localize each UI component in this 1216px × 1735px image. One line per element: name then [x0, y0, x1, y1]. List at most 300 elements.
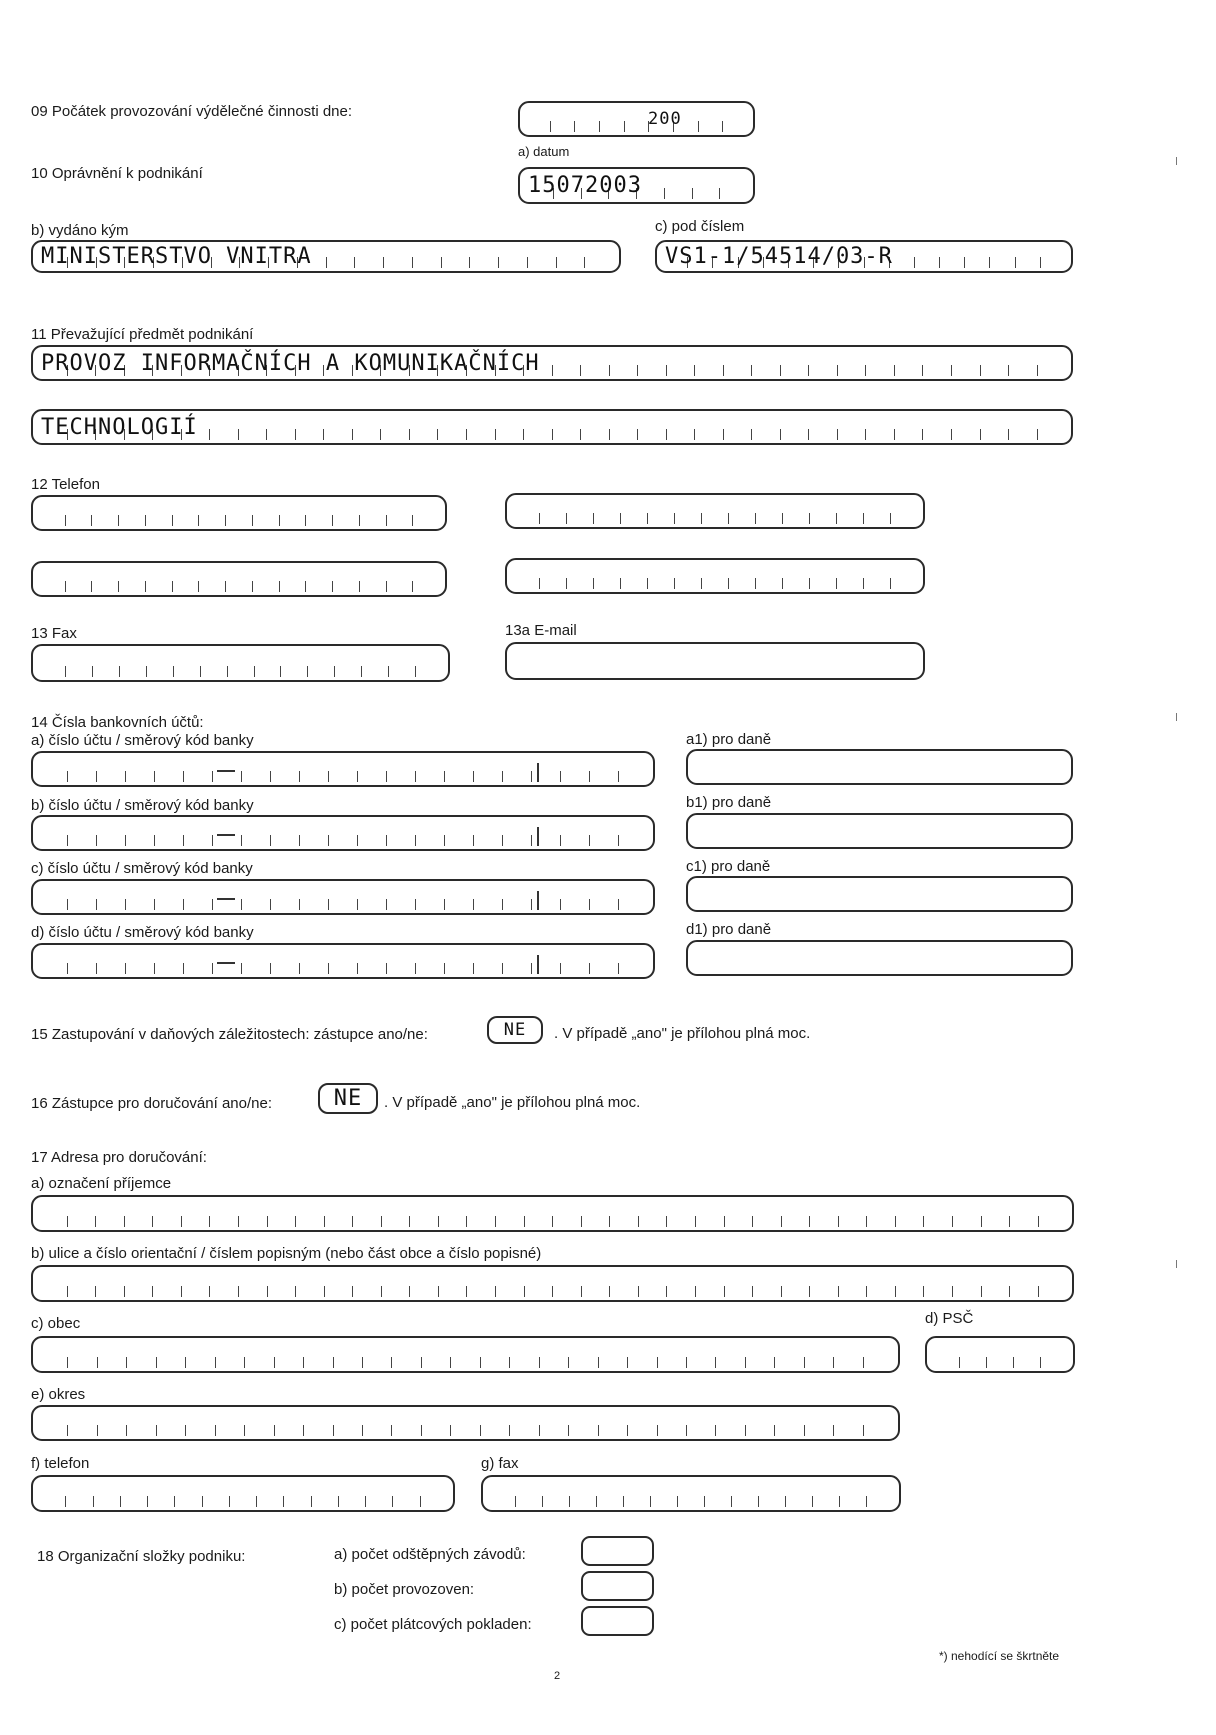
character-cell — [252, 581, 279, 592]
character-cell — [124, 1216, 153, 1227]
character-cell — [154, 835, 183, 846]
character-cell — [198, 581, 225, 592]
delivery-representative-value: NE — [333, 1086, 363, 1111]
delivery-fax-label: g) fax — [481, 1455, 519, 1472]
character-cell — [513, 578, 539, 589]
character-cell — [981, 1286, 1010, 1297]
character-cell — [780, 429, 809, 440]
branches-count-field[interactable] — [581, 1536, 654, 1566]
character-cell — [812, 1496, 839, 1507]
character-cell — [126, 1357, 155, 1368]
character-cell — [560, 899, 589, 910]
character-cell — [569, 1496, 596, 1507]
character-cell — [209, 1286, 238, 1297]
tax-representative-field[interactable] — [487, 1016, 543, 1044]
character-cell — [328, 771, 357, 782]
character-cell — [466, 1216, 495, 1227]
character-cell — [256, 1496, 283, 1507]
character-cell — [154, 963, 183, 974]
character-cell — [609, 429, 638, 440]
character-cell — [212, 771, 241, 782]
account-d-field[interactable] — [31, 943, 655, 979]
character-cell — [39, 1286, 67, 1297]
character-cell — [254, 666, 281, 677]
character-cell — [283, 1496, 310, 1507]
character-cell — [39, 1216, 67, 1227]
character-cell — [531, 835, 560, 846]
postal-code-field[interactable] — [925, 1336, 1075, 1373]
character-cell — [986, 1357, 1013, 1368]
character-cell — [866, 1216, 895, 1227]
character-cell — [674, 513, 701, 524]
character-cell — [270, 899, 299, 910]
character-cell — [212, 899, 241, 910]
character-cell — [450, 1357, 479, 1368]
character-cell — [751, 429, 780, 440]
character-cell — [91, 515, 118, 526]
character-cell — [202, 1496, 229, 1507]
character-cell — [415, 963, 444, 974]
character-cell — [172, 581, 199, 592]
section-10-label: 10 Oprávnění k podnikání — [31, 165, 203, 182]
character-cell — [119, 666, 146, 677]
reference-number-label: c) pod číslem — [655, 218, 745, 235]
character-cell — [890, 513, 917, 524]
character-cell — [1038, 1286, 1067, 1297]
character-cell — [415, 835, 444, 846]
account-c-field[interactable] — [31, 879, 655, 915]
postal-code-label: d) PSČ — [925, 1310, 974, 1327]
character-cell — [145, 581, 172, 592]
character-cell — [686, 1357, 715, 1368]
character-cell — [895, 1216, 924, 1227]
character-cell — [560, 835, 589, 846]
character-cell — [524, 1216, 553, 1227]
character-cell — [67, 835, 96, 846]
character-cell — [295, 1286, 324, 1297]
tax-account-d1-label: d1) pro daně — [686, 921, 772, 938]
tax-representative-value: NE — [503, 1020, 527, 1040]
character-cell — [473, 835, 502, 846]
character-cell — [758, 1496, 785, 1507]
character-cell — [421, 1425, 450, 1436]
character-cell — [524, 1286, 553, 1297]
character-cell — [638, 1286, 667, 1297]
character-cell — [328, 835, 357, 846]
character-cell — [39, 1425, 67, 1436]
character-cell — [833, 1357, 862, 1368]
character-cell — [836, 513, 863, 524]
character-cell — [386, 835, 415, 846]
character-cell — [92, 666, 119, 677]
character-cell — [566, 513, 593, 524]
character-cell — [173, 666, 200, 677]
character-cell — [623, 1496, 650, 1507]
character-cell — [95, 1286, 124, 1297]
establishments-label: b) počet provozoven: — [334, 1581, 475, 1598]
account-separator-dash — [217, 770, 235, 772]
character-cell — [566, 578, 593, 589]
character-cell — [863, 1425, 892, 1436]
page-number: 2 — [554, 1670, 561, 1682]
account-b-field[interactable] — [31, 815, 655, 851]
character-cell — [97, 1425, 126, 1436]
character-cell — [362, 1425, 391, 1436]
character-cell — [39, 666, 65, 677]
account-a-field[interactable] — [31, 751, 655, 787]
character-cell — [96, 835, 125, 846]
district-label: e) okres — [31, 1386, 86, 1403]
character-cell — [450, 1425, 479, 1436]
character-cell-ticks — [513, 578, 917, 589]
character-cell — [755, 513, 782, 524]
character-cell — [172, 515, 199, 526]
character-cell — [502, 899, 531, 910]
character-cell — [782, 578, 809, 589]
character-cell — [421, 1357, 450, 1368]
character-cell — [657, 1425, 686, 1436]
character-cell — [923, 1216, 952, 1227]
character-cell — [93, 1496, 120, 1507]
character-cell-ticks — [489, 1496, 893, 1507]
character-cell — [185, 1425, 214, 1436]
start-date-year-value: 200 — [648, 109, 682, 129]
business-subject-line-1-value: PROVOZ INFORMAČNÍCH A KOMUNIKAČNÍCH — [41, 350, 540, 376]
character-cell — [895, 1286, 924, 1297]
character-cell — [560, 963, 589, 974]
character-cell — [473, 899, 502, 910]
character-cell — [723, 429, 752, 440]
recipient-field[interactable] — [31, 1195, 1074, 1232]
character-cell — [181, 1216, 210, 1227]
character-cell — [724, 1216, 753, 1227]
account-d-label: d) číslo účtu / směrový kód banky — [31, 924, 254, 941]
character-cell — [362, 1357, 391, 1368]
section-16-label: 16 Zástupce pro doručování ano/ne: — [31, 1095, 272, 1112]
fax-label: 13 Fax — [31, 625, 77, 642]
section-16-note: . V případě „ano" je přílohou plná moc. — [384, 1094, 641, 1111]
character-cell — [620, 513, 647, 524]
character-cell — [804, 1425, 833, 1436]
character-cell — [782, 513, 809, 524]
character-cell — [752, 1286, 781, 1297]
character-cell — [539, 1425, 568, 1436]
account-a-label: a) číslo účtu / směrový kód banky — [31, 732, 254, 749]
character-cell — [866, 1286, 895, 1297]
character-cell — [731, 1496, 758, 1507]
character-cell — [154, 771, 183, 782]
tax-account-a1-field[interactable] — [686, 749, 1073, 785]
character-cell — [67, 899, 96, 910]
account-separator-dash — [217, 962, 235, 964]
character-cell — [526, 121, 550, 132]
character-cell — [270, 963, 299, 974]
character-cell — [531, 963, 560, 974]
character-cell — [513, 513, 539, 524]
section-09-label: 09 Počátek provozování výdělečné činnosti dne: — [31, 103, 353, 120]
character-cell — [183, 835, 212, 846]
character-cell — [386, 581, 413, 592]
character-cell — [67, 1286, 96, 1297]
character-cell — [305, 581, 332, 592]
character-cell — [225, 515, 252, 526]
character-cell — [839, 1496, 866, 1507]
email-label: 13a E-mail — [505, 622, 577, 639]
character-cell — [951, 429, 980, 440]
character-cell-ticks — [39, 963, 647, 974]
reference-number-field[interactable] — [655, 240, 1073, 273]
character-cell — [542, 1496, 569, 1507]
character-cell — [627, 1357, 656, 1368]
character-cell — [568, 1357, 597, 1368]
character-cell — [67, 963, 96, 974]
tax-account-b1-field[interactable] — [686, 813, 1073, 849]
character-cell — [39, 581, 65, 592]
character-cell — [126, 1425, 155, 1436]
character-cell — [241, 899, 270, 910]
character-cell — [241, 771, 270, 782]
reference-number-value: VS1-1/54514/03-R — [665, 244, 893, 269]
character-cell — [270, 771, 299, 782]
character-cell — [509, 1357, 538, 1368]
character-cell — [574, 121, 599, 132]
bank-code-divider — [537, 763, 539, 782]
section-15-note: . V případě „ano" je přílohou plná moc. — [554, 1025, 811, 1042]
character-cell — [324, 1286, 353, 1297]
character-cell — [215, 1357, 244, 1368]
character-cell — [657, 1357, 686, 1368]
character-cell — [238, 1216, 267, 1227]
character-cell-ticks — [39, 835, 647, 846]
character-cell — [338, 1496, 365, 1507]
character-cell — [781, 1216, 810, 1227]
character-cell — [752, 1216, 781, 1227]
character-cell — [444, 835, 473, 846]
character-cell — [650, 1496, 677, 1507]
telephone-field-3[interactable] — [31, 561, 447, 597]
character-cell — [836, 578, 863, 589]
character-cell — [409, 429, 438, 440]
character-cell — [509, 1425, 538, 1436]
character-cell — [489, 1496, 515, 1507]
character-cell — [666, 1216, 695, 1227]
character-cell — [833, 1425, 862, 1436]
character-cell — [333, 1425, 362, 1436]
delivery-telephone-field[interactable] — [31, 1475, 455, 1512]
character-cell — [334, 666, 361, 677]
character-cell — [745, 1425, 774, 1436]
character-cell — [728, 578, 755, 589]
character-cell — [391, 1357, 420, 1368]
character-cell — [1038, 1216, 1067, 1227]
character-cell — [715, 1357, 744, 1368]
character-cell — [125, 771, 154, 782]
email-field[interactable] — [505, 642, 925, 680]
tax-account-b1-label: b1) pro daně — [686, 794, 772, 811]
character-cell — [241, 835, 270, 846]
character-cell — [638, 1216, 667, 1227]
authorization-date-label: a) datum — [518, 144, 570, 159]
character-cell-ticks — [39, 1357, 892, 1368]
establishments-count-field[interactable] — [581, 1571, 654, 1601]
business-subject-line-1[interactable] — [31, 345, 1073, 381]
telephone-field-4[interactable] — [505, 558, 925, 594]
character-cell — [96, 899, 125, 910]
character-cell — [523, 429, 552, 440]
character-cell — [809, 1286, 838, 1297]
start-date-field[interactable] — [518, 101, 755, 137]
character-cell — [981, 1216, 1010, 1227]
character-cell — [415, 666, 442, 677]
fax-field[interactable] — [31, 644, 450, 682]
character-cell — [357, 899, 386, 910]
character-cell — [332, 515, 359, 526]
character-cell — [581, 1216, 610, 1227]
character-cell — [502, 963, 531, 974]
business-subject-line-2[interactable] — [31, 409, 1073, 445]
character-cell — [409, 1286, 438, 1297]
bank-code-divider — [537, 891, 539, 910]
character-cell — [183, 771, 212, 782]
character-cell — [473, 771, 502, 782]
delivery-representative-field[interactable] — [318, 1083, 378, 1114]
character-cell — [352, 1286, 381, 1297]
character-cell — [96, 771, 125, 782]
character-cell — [156, 1357, 185, 1368]
character-cell — [118, 515, 145, 526]
character-cell — [67, 1425, 96, 1436]
account-b-label: b) číslo účtu / směrový kód banky — [31, 797, 254, 814]
character-cell — [392, 1496, 419, 1507]
cash-registers-count-field[interactable] — [581, 1606, 654, 1636]
character-cell — [352, 1216, 381, 1227]
character-cell — [466, 429, 495, 440]
character-cell-ticks — [39, 1425, 892, 1436]
district-field[interactable] — [31, 1405, 900, 1441]
character-cell — [596, 1496, 623, 1507]
character-cell — [125, 835, 154, 846]
character-cell — [923, 1286, 952, 1297]
footnote: *) nehodící se škrtněte — [939, 1649, 1060, 1663]
character-cell — [67, 771, 96, 782]
character-cell — [391, 1425, 420, 1436]
character-cell-ticks — [39, 771, 647, 782]
character-cell — [39, 963, 67, 974]
account-separator-dash — [217, 834, 235, 836]
character-cell — [618, 835, 647, 846]
character-cell — [120, 1496, 147, 1507]
character-cell — [952, 1216, 981, 1227]
character-cell — [890, 578, 917, 589]
character-cell — [299, 963, 328, 974]
cash-registers-label: c) počet plátcových pokladen: — [334, 1616, 532, 1633]
character-cell — [386, 771, 415, 782]
character-cell — [307, 666, 334, 677]
character-cell — [444, 899, 473, 910]
character-cell — [598, 1425, 627, 1436]
character-cell — [174, 1496, 201, 1507]
character-cell — [480, 1425, 509, 1436]
character-cell — [409, 1216, 438, 1227]
character-cell — [647, 513, 674, 524]
character-cell — [774, 1357, 803, 1368]
bank-code-divider — [537, 955, 539, 974]
character-cell — [280, 666, 307, 677]
authorization-date-field[interactable] — [518, 167, 755, 204]
character-cell — [552, 429, 581, 440]
character-cell — [437, 429, 466, 440]
character-cell — [238, 1286, 267, 1297]
character-cell — [593, 513, 620, 524]
tax-account-c1-field[interactable] — [686, 876, 1073, 912]
issued-by-field[interactable] — [31, 240, 621, 273]
character-cell — [124, 1286, 153, 1297]
character-cell — [97, 1357, 126, 1368]
character-cell — [618, 963, 647, 974]
character-cell — [480, 1357, 509, 1368]
character-cell — [466, 1286, 495, 1297]
character-cell — [279, 581, 306, 592]
character-cell — [560, 771, 589, 782]
character-cell — [695, 1216, 724, 1227]
character-cell — [380, 429, 409, 440]
character-cell — [580, 429, 609, 440]
character-cell — [1013, 1357, 1040, 1368]
character-cell — [146, 666, 173, 677]
character-cell — [152, 1286, 181, 1297]
character-cell — [154, 899, 183, 910]
character-cell — [539, 513, 566, 524]
character-cell — [328, 899, 357, 910]
character-cell — [618, 899, 647, 910]
character-cell — [959, 1357, 986, 1368]
character-cell — [1040, 1357, 1067, 1368]
telephone-field-2[interactable] — [505, 493, 925, 529]
section-12-label: 12 Telefon — [31, 476, 100, 493]
character-cell — [620, 578, 647, 589]
section-18-label: 18 Organizační složky podniku: — [37, 1548, 246, 1565]
character-cell — [444, 771, 473, 782]
character-cell — [200, 666, 227, 677]
section-17-label: 17 Adresa pro doručování: — [31, 1149, 207, 1166]
municipality-label: c) obec — [31, 1315, 81, 1332]
tax-account-d1-field[interactable] — [686, 940, 1073, 976]
character-cell — [65, 515, 92, 526]
scan-margin-mark — [1176, 713, 1177, 721]
character-cell — [438, 1286, 467, 1297]
street-field[interactable] — [31, 1265, 1074, 1302]
character-cell — [838, 1286, 867, 1297]
character-cell — [39, 1496, 65, 1507]
character-cell-ticks — [39, 1496, 447, 1507]
section-14-label: 14 Čísla bankovních účtů: — [31, 714, 204, 731]
character-cell — [701, 513, 728, 524]
delivery-fax-field[interactable] — [481, 1475, 901, 1512]
character-cell — [361, 666, 388, 677]
character-cell — [589, 771, 618, 782]
character-cell — [618, 771, 647, 782]
character-cell — [515, 1496, 542, 1507]
character-cell — [412, 581, 439, 592]
character-cell — [539, 578, 566, 589]
municipality-field[interactable] — [31, 1336, 900, 1373]
scan-margin-mark — [1176, 157, 1177, 165]
character-cell — [593, 578, 620, 589]
telephone-field-1[interactable] — [31, 495, 447, 531]
character-cell — [552, 1216, 581, 1227]
account-separator-dash — [217, 898, 235, 900]
character-cell — [495, 1286, 524, 1297]
